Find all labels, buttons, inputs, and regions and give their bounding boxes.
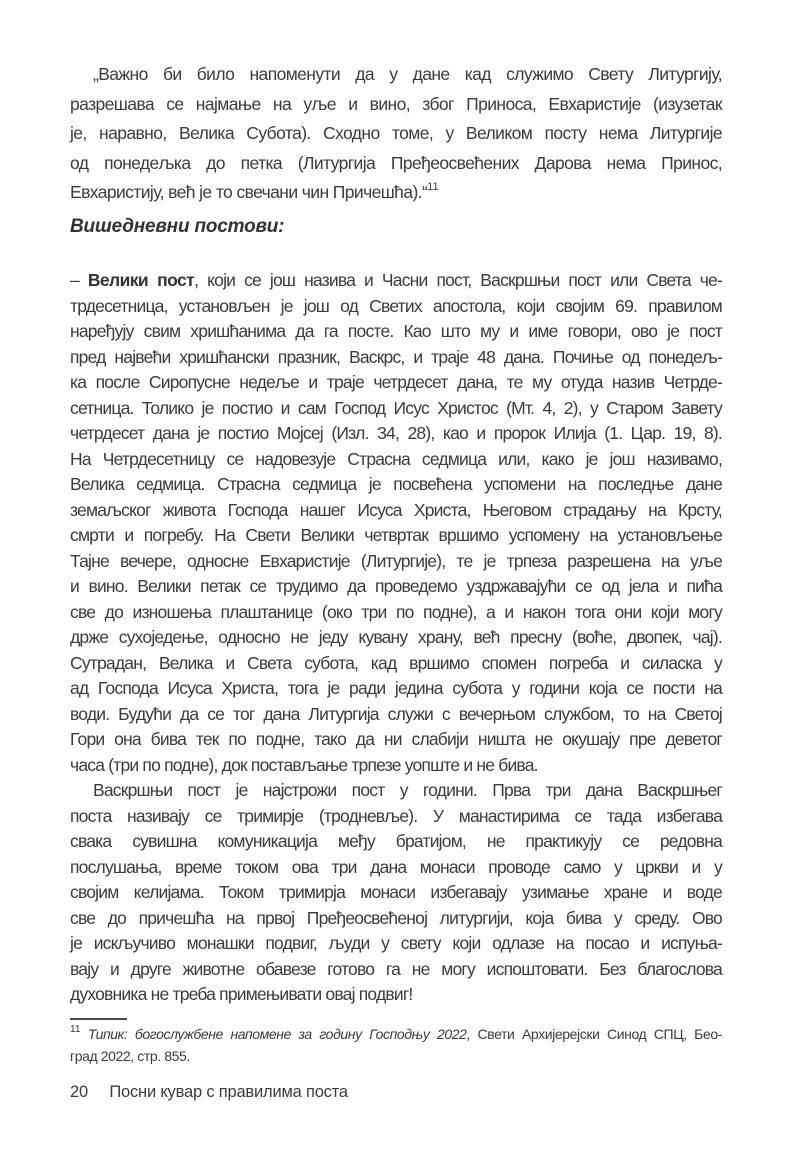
- text-line: Гори она бива тек по подне, тако да ни слабији ништа не окушају пре деветог: [70, 729, 722, 749]
- footnote-line-1: [70, 1024, 722, 1046]
- page-number: 20: [70, 1083, 88, 1101]
- text-line: послушања, време током ова три дана монаси проводе само у цркви и у: [70, 856, 722, 877]
- footnote-divider-rule: [70, 1018, 127, 1020]
- text-line: трдесетница, установљен је још од Светих апостола, који својим 69. правилом: [70, 295, 722, 316]
- quote-lines: [70, 60, 722, 178]
- text-line: вају и друге животне обавезе готово га не могу испоштовати. Без благослова: [70, 958, 722, 979]
- text-line: смрти и погребу. На Свети Велики четвртак вршимо успомену на установљење: [70, 525, 722, 545]
- text-line: пред највећи хришћански празник, Васкрс, и траје 48 дана. Почиње од понедељ-: [70, 346, 722, 367]
- text-line: је искључиво монашки подвиг, људи у свету који одлазе на посао и испуња-: [70, 933, 722, 953]
- bold-term-great-lent: Велики пост: [87, 270, 195, 290]
- footnote-source-title: Типик: богослужбене напомене за годину Господњу 2022: [87, 1026, 467, 1042]
- text-line: Тајне вечере, односне Евхаристије (Литургије), те је трпеза разрешена на уље: [70, 550, 722, 571]
- text-line: држе сухоједење, односно не једу кувану храну, већ пресну (воће, двопек, чај).: [70, 627, 722, 647]
- text-line: води. Будући да се тог дана Литургија служи с вечерњом службом, то на Светој: [70, 703, 722, 724]
- text-line: свака сувишна комуникација међу братијом, не практикују се редовна: [70, 831, 722, 851]
- para1-lines: [70, 294, 722, 779]
- footnote-number: 11: [70, 1024, 81, 1036]
- page-footer: [70, 1081, 722, 1103]
- dash-prefix: –: [70, 270, 88, 290]
- book-title: Посни кувар с правилима поста: [109, 1083, 348, 1101]
- text-line: сетница. Толико је постио и сам Господ Исус Христос (Мт. 4, 2), у Старом Завету: [70, 397, 722, 418]
- section-heading: Вишедневни постови:: [70, 216, 285, 237]
- quote-last-line-text: Евхаристију, већ је то свечани чин Причешћа).“: [70, 182, 428, 202]
- text-line: својим келијама. Током тримирја монаси избегавају узимање хране и воде: [70, 882, 722, 902]
- text-line: све до причешћа на првој Пређеосвећеној литургији, која бива у среду. Ово: [70, 907, 722, 928]
- footnote-line-2: град 2022, стр. 855.: [70, 1047, 190, 1064]
- para1-first-line-rest: , који се још назива и Часни пост, Васкршњи пост или Света че-: [194, 270, 723, 290]
- text-line: Васкршњи пост је најстрожи пост у години. Прва три дана Васкршњег: [93, 780, 722, 800]
- text-line: и вино. Велики петак се трудимо да проведемо уздржавајући се од јела и пића: [70, 576, 722, 596]
- text-line: поста називају се тримирје (тродневље). У манастирима се тада избегава: [70, 805, 722, 826]
- text-line: На Четрдесетницу се надовезује Страсна седмица или, како је још називамо,: [70, 448, 722, 469]
- quote-last-line: [70, 178, 722, 208]
- text-line: ад Господа Исуса Христа, тога је ради једина субота у години која се пости на: [70, 678, 722, 698]
- text-line: часа (три по подне), док постављање трпезе уопште и не бива.: [70, 754, 538, 775]
- footnote-source-rest: , Свети Архијерејски Синод СПЦ, Бео-: [466, 1026, 722, 1042]
- text-line: земаљског живота Господа нашег Исуса Христа, Његовом страдању на Крсту,: [70, 499, 722, 520]
- text-line: разрешава се најмање на уље и вино, због Приноса, Евхаристије (изузетак: [70, 93, 722, 114]
- quote-paragraph: [70, 60, 722, 208]
- paragraph-great-lent: [70, 268, 722, 778]
- text-line: од понедељка до петка (Литургија Пређеосвећених Дарова нема Принос,: [70, 152, 722, 173]
- text-line: Велика седмица. Страсна седмица је посвећена успомени на последње дане: [70, 474, 722, 494]
- text-line: ка после Сиропусне недеље и траје четрдесет дана, те му отуда назив Четрде-: [70, 372, 722, 392]
- footnote: [70, 1024, 722, 1067]
- text-line: је, наравно, Велика Субота). Сходно томе, у Великом посту нема Литургије: [70, 123, 722, 143]
- footnote-reference-superscript: 11: [427, 181, 439, 194]
- text-line: наређују свим хришћанима да га посте. Као што му и име говори, ово је пост: [70, 321, 722, 341]
- text-line: духовника не треба примењивати овај подвиг!: [70, 984, 413, 1004]
- para1-first-line: [70, 268, 722, 294]
- text-line: све до изношења плаштанице (око три по подне), а и након тога они који могу: [70, 601, 722, 622]
- text-line: четрдесет дана је постио Мојсеј (Изл. 34, 28), као и пророк Илија (1. Цар. 19, 8).: [70, 423, 722, 443]
- text-line: „Важно би било напоменути да у дане кад служимо Свету Литургију,: [93, 64, 722, 84]
- text-line: Сутрадан, Велика и Света субота, кад вршимо спомен погреба и силаска у: [70, 652, 722, 673]
- paragraph-easter-fast: [70, 778, 722, 1008]
- main-text-block: [70, 268, 722, 1008]
